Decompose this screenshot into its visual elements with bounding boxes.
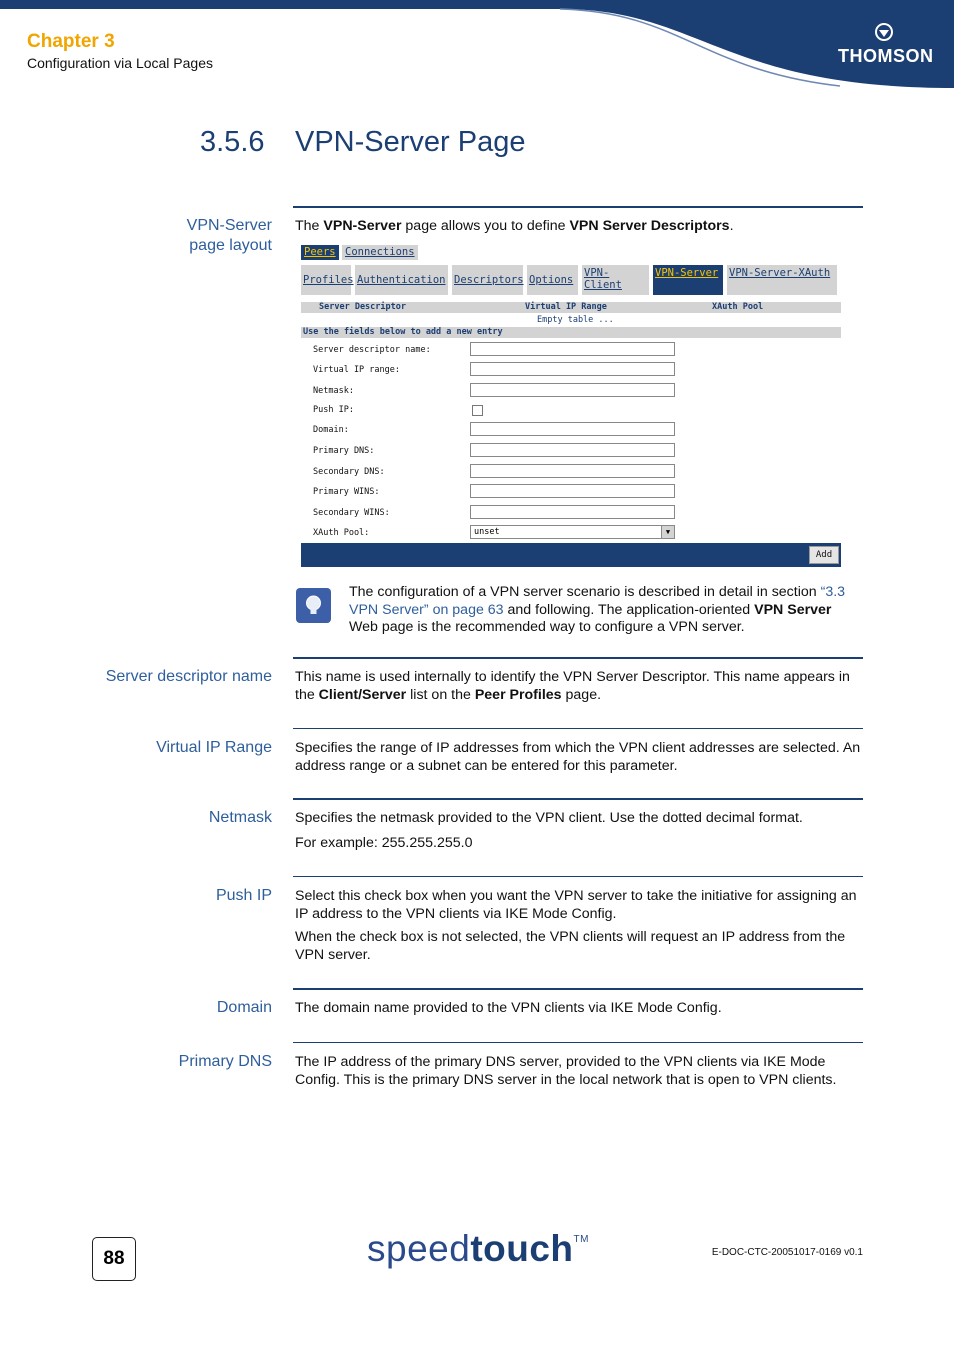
section-label: Netmask (208, 809, 272, 826)
table-header (301, 302, 841, 313)
column-header: Virtual IP Range (525, 302, 607, 312)
chevron-down-icon: ▼ (661, 526, 674, 538)
primary-dns-input[interactable] (470, 443, 675, 457)
xauth-pool-select[interactable]: unset ▼ (470, 525, 675, 539)
field-label: Primary WINS: (313, 487, 380, 497)
layout-intro: The VPN-Server page allows you to define VPN Server Descriptors. (295, 218, 734, 234)
field-label: Secondary WINS: (313, 508, 390, 518)
header-band (0, 0, 954, 95)
note-text: The configuration of a VPN server scenario is described in detail in section “3.3 VPN Server” on page 63 and following. The application-oriented VPN Server Web page is the recommended way to configure a VPN server. (349, 584, 846, 635)
virtual-ip-range-input[interactable] (470, 362, 675, 376)
tab-options[interactable]: Options (527, 265, 578, 295)
document-id: E-DOC-CTC-20051017-0169 v0.1 (711, 1247, 863, 1258)
field-label: Server descriptor name: (313, 345, 431, 355)
add-hint: Use the fields below to add a new entry (301, 327, 841, 338)
field-label: XAuth Pool: (313, 528, 370, 538)
brand-name: THOMSON (838, 46, 934, 66)
tab-vpn-client[interactable]: VPN-Client (582, 265, 649, 295)
secondary-wins-input[interactable] (470, 505, 675, 519)
section-label: Server descriptor name (105, 668, 272, 685)
chapter-label: Chapter 3 (27, 31, 115, 52)
empty-table-text: Empty table ... (537, 315, 614, 325)
page-number: 88 (92, 1237, 136, 1281)
tab-vpn-server-xauth[interactable]: VPN-Server-XAuth (727, 265, 837, 295)
section-text: This name is used internally to identify the VPN Server Descriptor. This name appears in the Client/Server list on the Peer Profiles page. (295, 669, 850, 703)
field-label: Secondary DNS: (313, 467, 385, 477)
section-number: 3.5.6 (200, 126, 265, 158)
divider (293, 876, 863, 877)
secondary-dns-input[interactable] (470, 464, 675, 478)
layout-label: VPN-Server page layout (186, 217, 272, 254)
push-ip-checkbox[interactable] (472, 405, 483, 416)
field-label: Netmask: (313, 386, 354, 396)
add-button[interactable]: Add (809, 546, 839, 564)
section-text: The IP address of the primary DNS server, provided to the VPN clients via IKE Mode Config. This is the primary DNS server in the local network that is open to VPN clients. (295, 1054, 837, 1088)
field-label: Domain: (313, 425, 349, 435)
section-label: Virtual IP Range (156, 739, 272, 756)
domain-input[interactable] (470, 422, 675, 436)
tab-vpn-server[interactable]: VPN-Server (653, 265, 723, 295)
column-header: XAuth Pool (712, 302, 764, 312)
section-text: Specifies the netmask provided to the VPN client. Use the dotted decimal format. (295, 810, 803, 826)
section-example: For example: 255.255.255.0 (295, 835, 473, 851)
section-label: Primary DNS (178, 1053, 272, 1070)
section-text: The domain name provided to the VPN clients via IKE Mode Config. (295, 1000, 722, 1016)
tab-authentication[interactable]: Authentication (355, 265, 448, 295)
section-label: Push IP (215, 887, 272, 904)
netmask-input[interactable] (470, 383, 675, 397)
primary-wins-input[interactable] (470, 484, 675, 498)
field-label: Virtual IP range: (313, 365, 400, 375)
section-link[interactable]: “3.3 VPN Server” on page 63 (349, 584, 846, 618)
divider (293, 1042, 863, 1043)
divider (293, 657, 863, 659)
tab-profiles[interactable]: Profiles (301, 265, 351, 295)
divider (293, 728, 863, 729)
section-label: Domain (216, 999, 272, 1016)
vpn-server-screenshot (301, 243, 841, 571)
section-text: Specifies the range of IP addresses from which the VPN client addresses are selected. An address range or a subnet can be entered for this parameter. (295, 740, 861, 774)
field-label: Push IP: (313, 405, 354, 415)
divider (293, 988, 863, 990)
section-text: When the check box is not selected, the VPN clients will request an IP address from the VPN server. (295, 929, 846, 963)
lightbulb-icon (296, 588, 331, 623)
page-title: VPN-Server Page (295, 126, 526, 158)
section-text: Select this check box when you want the VPN server to take the initiative for assigning an IP address to the VPN clients via IKE Mode Config. (295, 888, 857, 922)
tab-peers[interactable]: Peers (301, 245, 339, 260)
field-label: Primary DNS: (313, 446, 375, 456)
speedtouch-logo: speedtouch™ (367, 1228, 589, 1269)
action-bar (301, 543, 841, 567)
column-header: Server Descriptor (319, 302, 406, 312)
tab-connections[interactable]: Connections (342, 245, 418, 260)
tab-descriptors[interactable]: Descriptors (452, 265, 523, 295)
chapter-title: Configuration via Local Pages (27, 55, 214, 71)
divider (293, 206, 863, 208)
server-descriptor-name-input[interactable] (470, 342, 675, 356)
divider (293, 798, 863, 800)
